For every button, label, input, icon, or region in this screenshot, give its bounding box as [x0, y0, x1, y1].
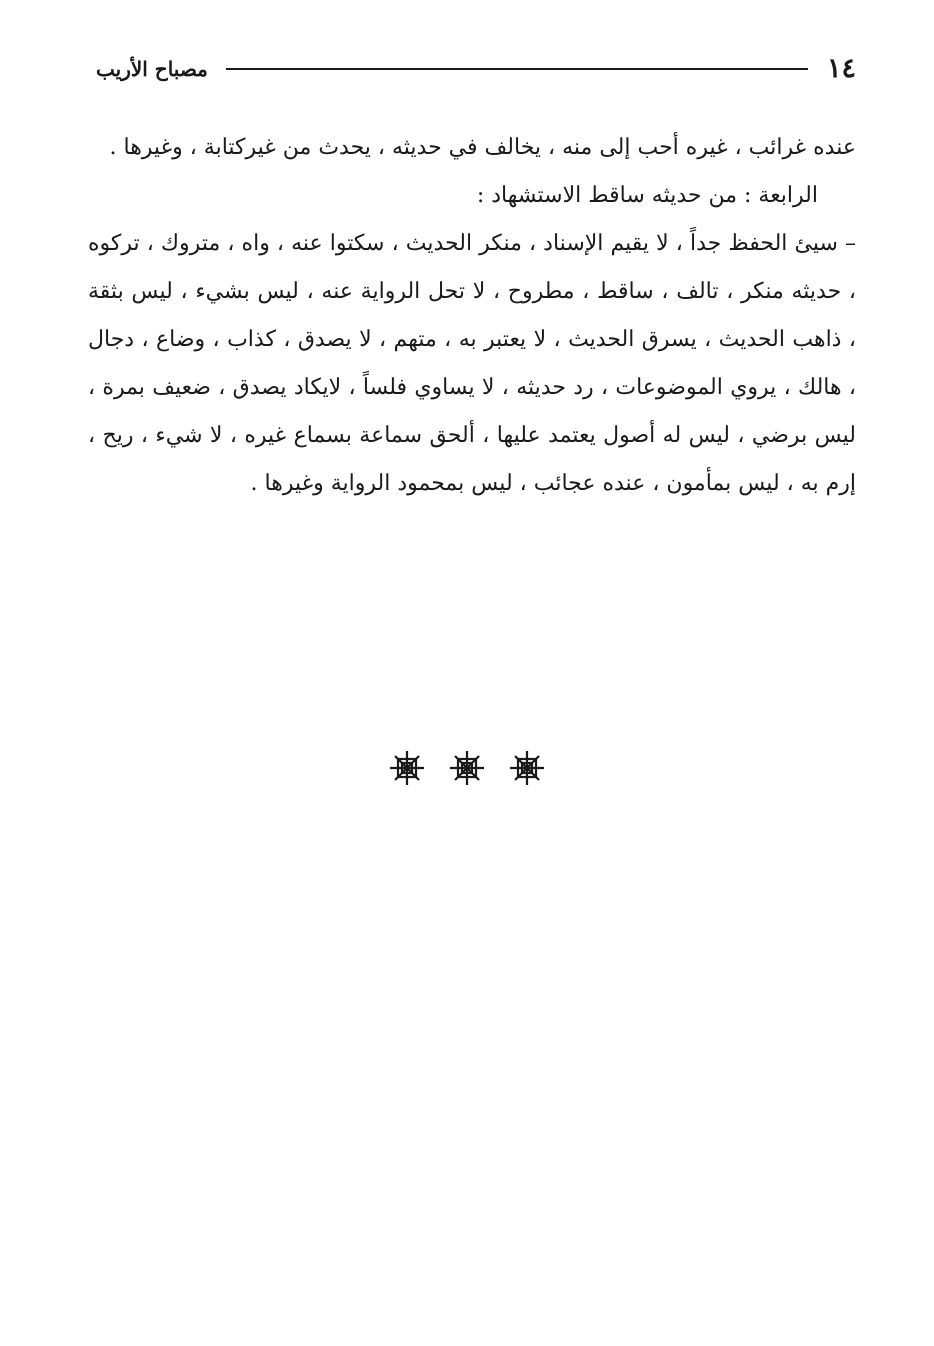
- body-text: [88, 124, 856, 508]
- snowflake-ornament-icon: [447, 748, 487, 788]
- running-header: [96, 50, 856, 90]
- running-title: مصباح الأريب: [96, 57, 208, 81]
- snowflake-ornament-icon: [507, 748, 547, 788]
- snowflake-ornament-icon: [387, 748, 427, 788]
- paragraph: الرابعة : من حديثه ساقط الاستشهاد :: [476, 183, 818, 208]
- paragraph: عنده غرائب ، غيره أحب إلى منه ، يخالف في حديثه ، يحدث من غيركتابة ، وغيرها .: [109, 135, 856, 160]
- section-end-ornaments: [0, 748, 934, 799]
- paragraph: – سيئ الحفظ جداً ، لا يقيم الإسناد ، منكر الحديث ، سكتوا عنه ، واه ، متروك ، تركوه ، حديثه منكر ، تالف ، ساقط ، مطروح ، لا تحل الرواية عنه ، ليس بشيء ، ليس بثقة ، ذاهب الحديث ، يسرق الحديث ، لا يعتبر به ، متهم ، لا يصدق ، كذاب ، وضاع ، دجال ، هالك ، يروي الموضوعات ، رد حديثه ، لا يساوي فلساً ، لايكاد يصدق ، ضعيف بمرة ، ليس برضي ، ليس له أصول يعتمد عليها ، ألحق سماعة بسماع غيره ، لا شيء ، ريح ، إرم به ، ليس بمأمون ، عنده عجائب ، ليس بمحمود الرواية وغيرها .: [88, 231, 856, 496]
- header-rule: [226, 68, 808, 70]
- page-number: ١٤: [826, 53, 856, 84]
